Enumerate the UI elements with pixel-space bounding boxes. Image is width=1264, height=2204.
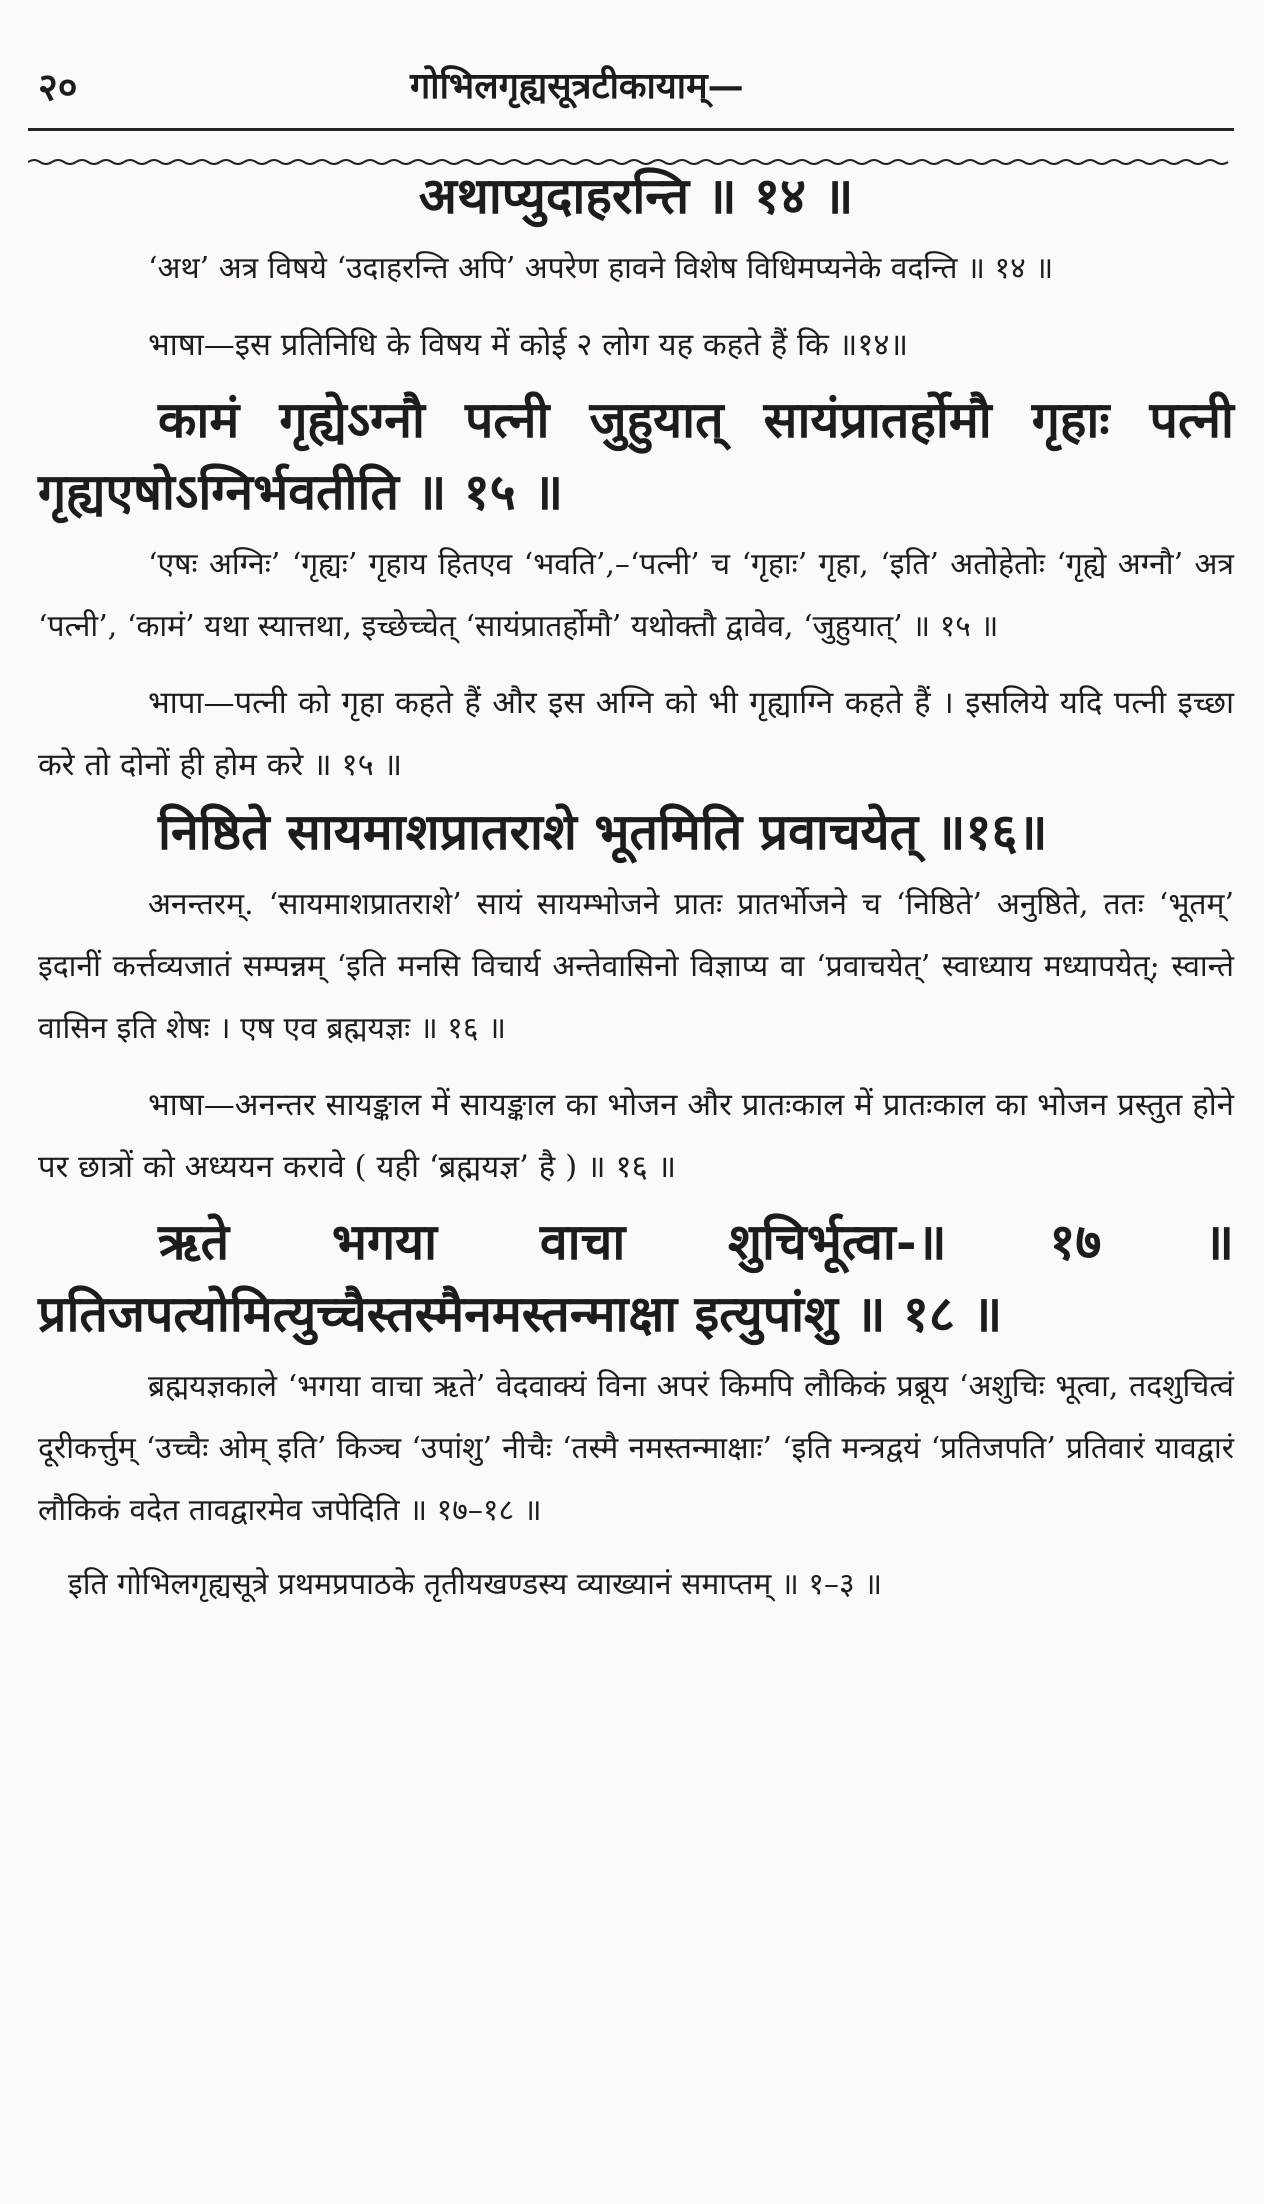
page-body bbox=[38, 160, 1234, 1616]
commentary-15: ‘एषः अग्निः’ ‘गृह्यः’ गृहाय हितएव ‘भवति’,–‘पत्नी’ च ‘गृहाः’ गृहा, ‘इति’ अतोहेतोः ‘गृह्ये अग्नौ’ अत्र ‘पत्नी’, ‘कामं’ यथा स्यात्तथा, इच्छेच्चेत् ‘सायंप्रातर्होमौ’ यथोक्तौ द्वावेव, ‘जुहुयात्’ ॥ १५ ॥ bbox=[38, 547, 1234, 644]
page-header bbox=[0, 40, 1264, 110]
sutra-16: निष्ठिते सायमाशप्रातराशे भूतमिति प्रवाचयेत् ॥१६॥ bbox=[158, 802, 1048, 861]
commentary-16: अनन्तरम्. ‘सायमाशप्रातराशे’ सायं सायम्भोजने प्रातः प्रातर्भोजने च ‘निष्ठिते’ अनुष्ठिते, ततः ‘भूतम्’ इदानीं कर्त्तव्यजातं सम्पन्नम् ‘इति मनसि विचार्य अन्तेवासिनो विज्ञाप्य वा ‘प्रवाचयेत्’ स्वाध्याय मध्यापयेत्; स्वान्ते वासिन इति शेषः । एष एव ब्रह्मयज्ञः ॥ १६ ॥ bbox=[38, 887, 1234, 1046]
sutra-15: कामं गृह्येऽग्नौ पत्नी जुहुयात् सायंप्रातर्होमौ गृहाः पत्नी गृह्यएषोऽग्निर्भवतीति ॥ १५ ॥ bbox=[38, 390, 1234, 521]
sutra-17-18: ऋते भगया वाचा शुचिर्भूत्वा-॥ १७ ॥ प्रतिजपत्योमित्युच्चैस्तस्मैनमस्तन्माक्षा इत्युपांशु ॥ १८ ॥ bbox=[38, 1212, 1234, 1343]
commentary-17-18: ब्रह्मयज्ञकाले ‘भगया वाचा ऋते’ वेदवाक्यं विना अपरं किमपि लौकिकं प्रब्रूय ‘अशुचिः भूत्वा, तदशुचित्वं दूरीकर्त्तुम् ‘उच्चैः ओम् इति’ किञ्च ‘उपांशु’ नीचैः ‘तस्मै नमस्तन्माक्षाः’ ‘इति मन्त्रद्वयं ‘प्रतिजपति’ प्रतिवारं यावद्वारं लौकिकं वदेत तावद्वारमेव जपेदिति ॥ १७–१८ ॥ bbox=[38, 1369, 1234, 1528]
bhasha-14: भाषा—इस प्रतिनिधि के विषय में कोई २ लोग यह कहते हैं कि ॥१४॥ bbox=[148, 327, 909, 363]
running-title: गोभिलगृह्यसूत्रटीकायाम्— bbox=[410, 65, 744, 107]
header-rule bbox=[28, 128, 1234, 131]
sutra-14: अथाप्युदाहरन्ति ॥ १४ ॥ bbox=[418, 166, 854, 225]
bhasha-16: भाषा—अनन्तर सायङ्काल में सायङ्काल का भोजन और प्रातःकाल में प्रातःकाल का भोजन प्रस्तुत होने पर छात्रों को अध्ययन करावे ( यही ‘ब्रह्मयज्ञ’ है ) ॥ १६ ॥ bbox=[38, 1087, 1234, 1185]
bhasha-15: भापा—पत्नी को गृहा कहते हैं और इस अग्नि को भी गृह्याग्नि कहते हैं । इसलिये यदि पत्नी इच्छा करे तो दोनों ही होम करे ॥ १५ ॥ bbox=[38, 685, 1234, 783]
colophon: इति गोभिलगृह्यसूत्रे प्रथमप्रपाठके तृतीयखण्डस्य व्याख्यानं समाप्तम् ॥ १–३ ॥ bbox=[68, 1567, 883, 1602]
commentary-14: ‘अथ’ अत्र विषये ‘उदाहरन्ति अपि’ अपरेण हावने विशेष विधिमप्यनेके वदन्ति ॥ १४ ॥ bbox=[148, 251, 1054, 286]
page-number: २० bbox=[38, 64, 78, 109]
